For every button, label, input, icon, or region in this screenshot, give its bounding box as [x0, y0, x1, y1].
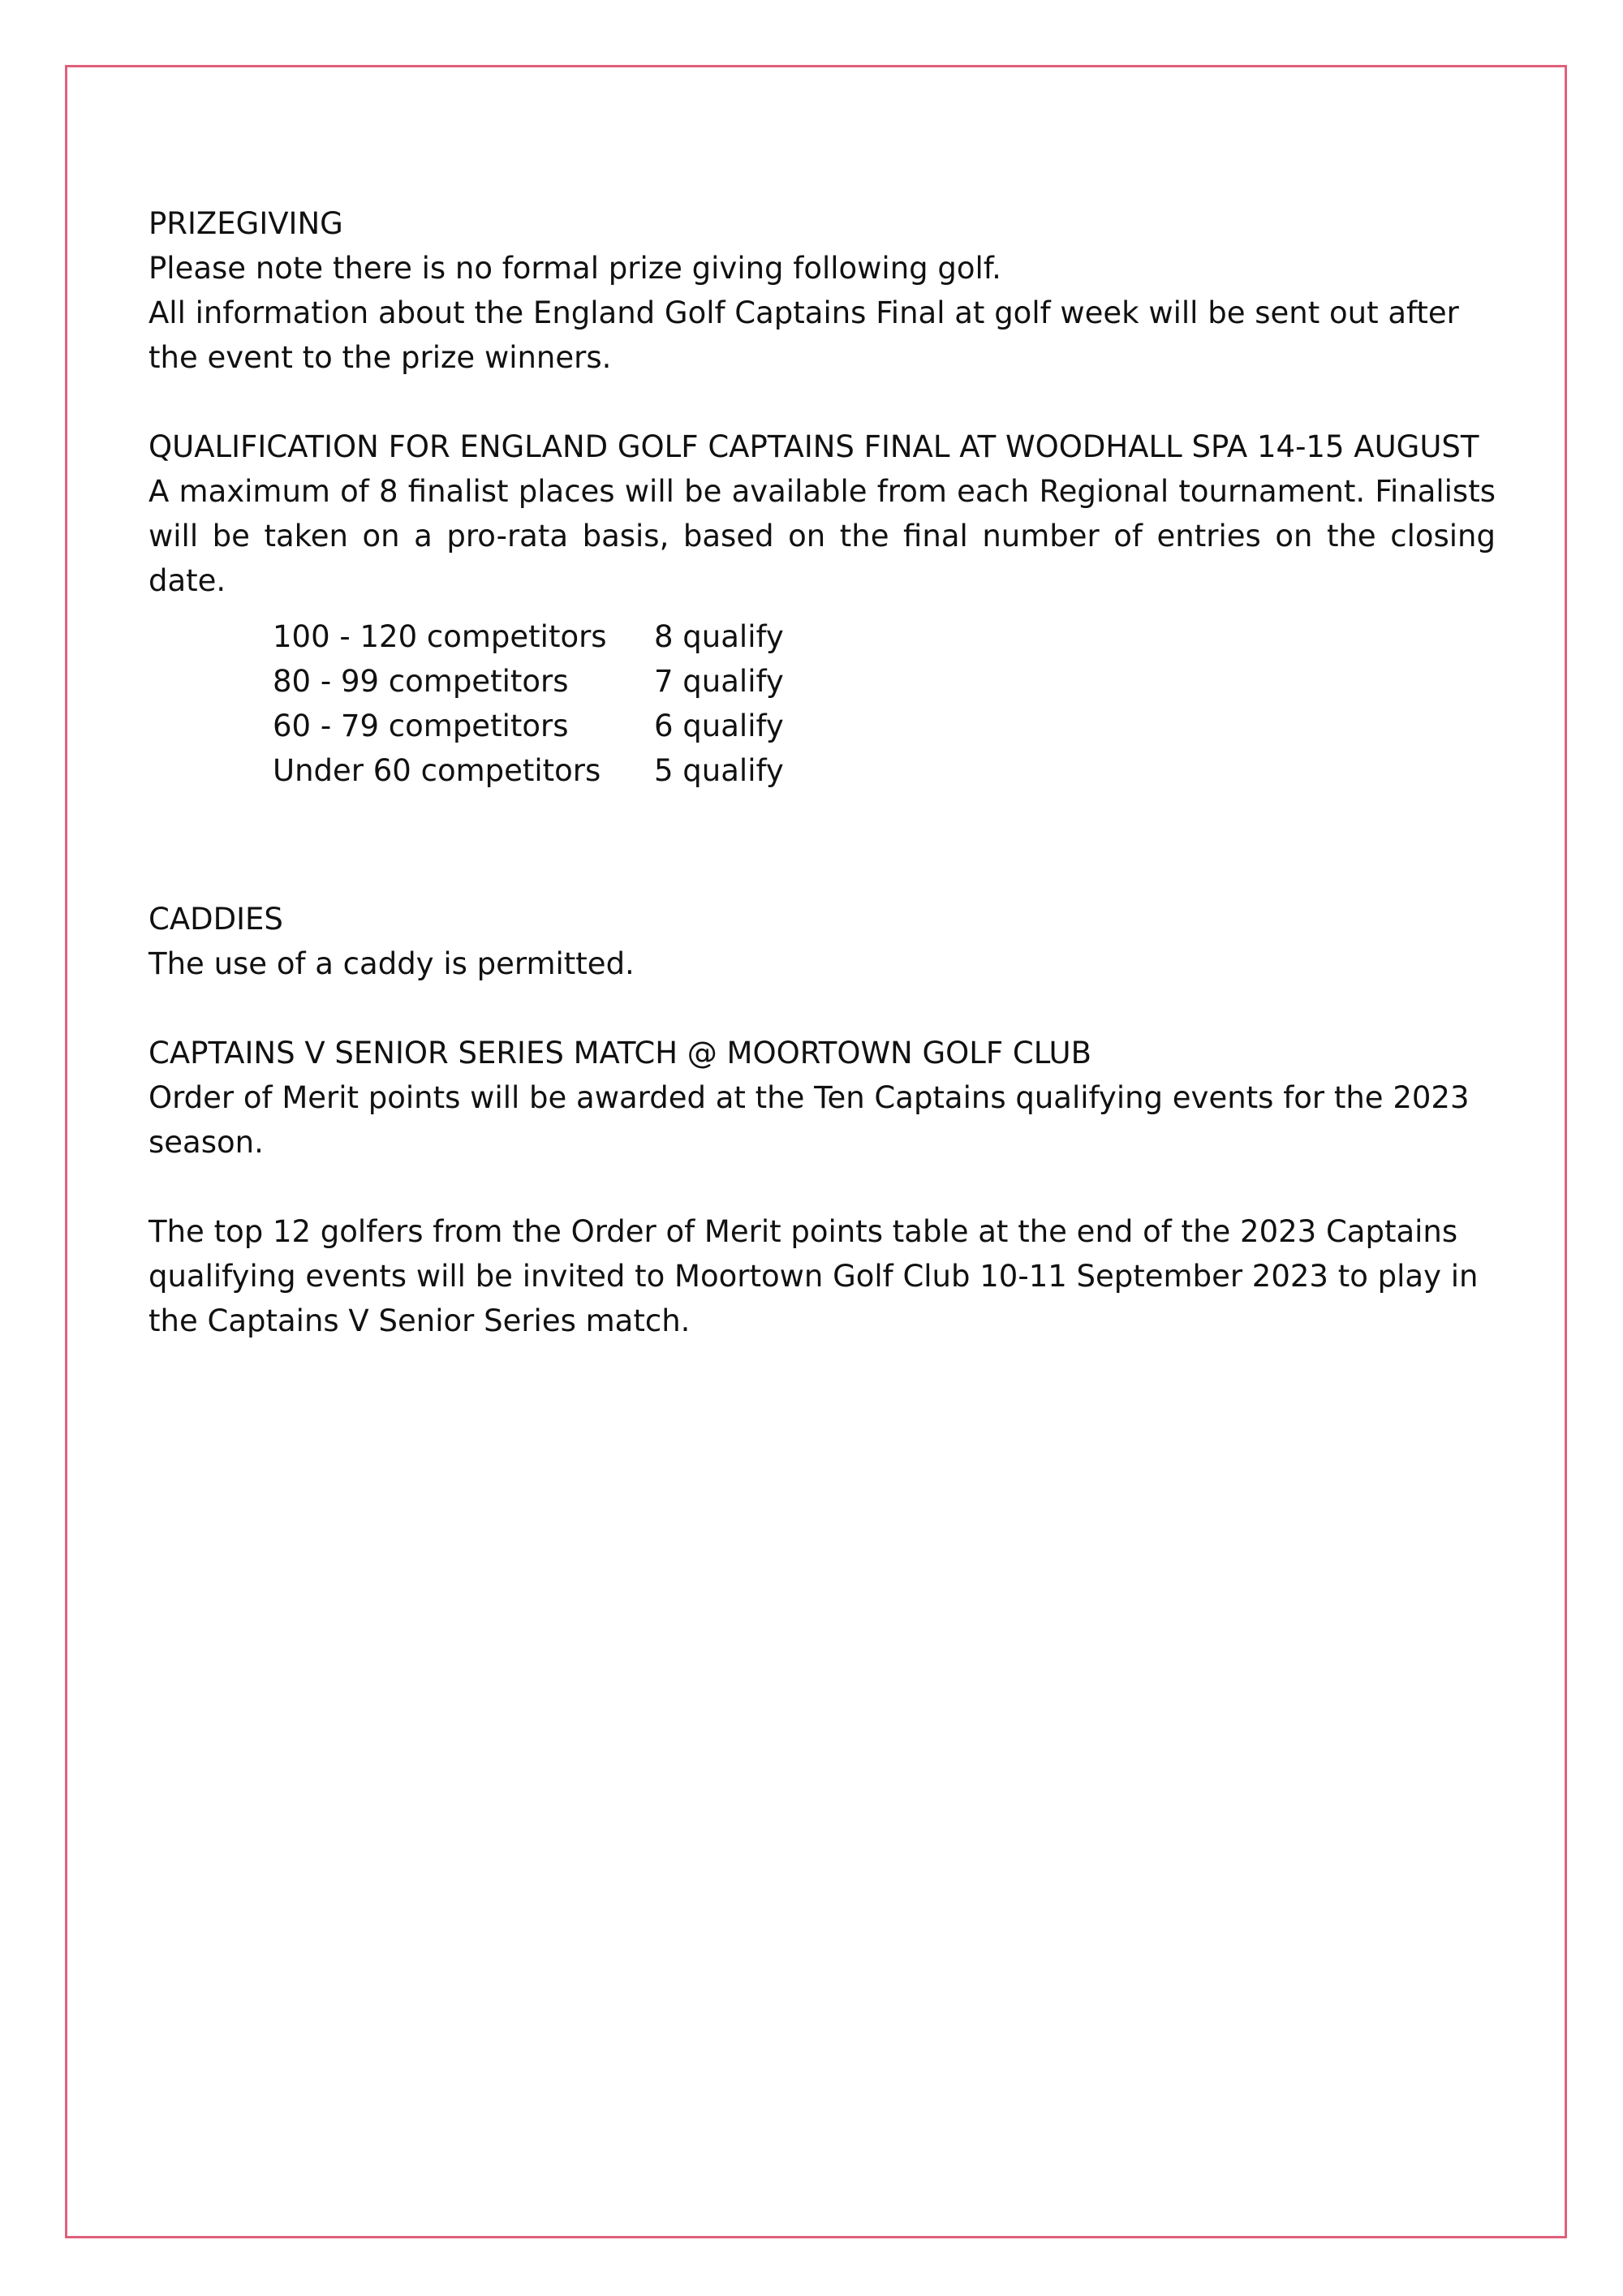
competitors-cell: 60 - 79 competitors — [273, 709, 569, 743]
competitors-cell: 100 - 120 competitors — [273, 619, 607, 654]
qualification-section — [149, 424, 1496, 793]
match-body-1: Order of Merit points will be awarded at the Ten Captains qualifying events for the 2023 season. — [149, 1080, 1470, 1160]
match-section — [149, 1031, 1496, 1343]
caddies-heading: CADDIES — [149, 902, 283, 937]
table-row — [273, 614, 784, 659]
caddies-body: The use of a caddy is permitted. — [149, 946, 635, 981]
table-row — [273, 659, 784, 704]
qualify-cell: 7 qualify — [654, 664, 784, 699]
table-row — [273, 748, 784, 793]
caddies-section — [149, 897, 1496, 986]
table-row — [273, 704, 784, 748]
qualify-cell: 6 qualify — [654, 709, 784, 743]
prizegiving-note: Please note there is no formal prize giving following golf. — [149, 251, 1001, 286]
prizegiving-info: All information about the England Golf Captains Final at golf week will be sent out after the event to the prize winners. — [149, 295, 1459, 375]
qualify-cell: 8 qualify — [654, 619, 784, 654]
competitors-cell: Under 60 competitors — [273, 753, 601, 788]
qualification-body: A maximum of 8 finalist places will be available from each Regional tournament. Finalists will be taken on a pro-rata basis, based on the final number of entries on the closing date. — [149, 474, 1496, 598]
match-heading: CAPTAINS V SENIOR SERIES MATCH @ MOORTOWN GOLF CLUB — [149, 1036, 1091, 1070]
competitors-cell: 80 - 99 competitors — [273, 664, 569, 699]
qualification-heading: QUALIFICATION FOR ENGLAND GOLF CAPTAINS FINAL AT WOODHALL SPA 14-15 AUGUST — [149, 429, 1479, 464]
prizegiving-section — [149, 201, 1496, 380]
qualification-table — [273, 614, 784, 793]
document-body — [149, 201, 1496, 1388]
qualify-cell: 5 qualify — [654, 753, 784, 788]
match-body-2: The top 12 golfers from the Order of Merit points table at the end of the 2023 Captains qualifying events will be invited to Moortown Golf Club 10-11 September 2023 to play in the Captains V Senior Series match. — [149, 1214, 1479, 1338]
prizegiving-heading: PRIZEGIVING — [149, 206, 343, 241]
